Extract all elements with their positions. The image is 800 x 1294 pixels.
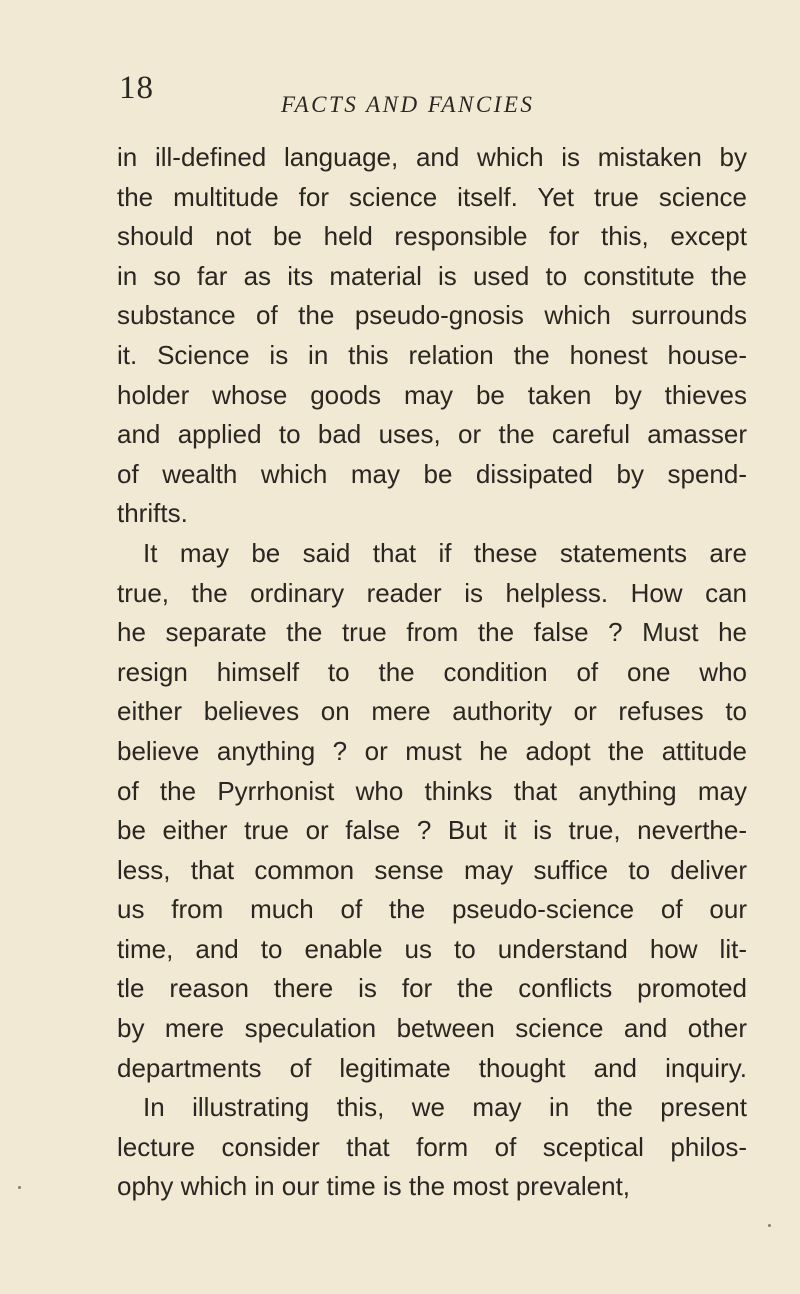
paragraph-start-line: It may be said that if these statements are xyxy=(143,537,747,568)
running-head: FACTS AND FANCIES xyxy=(281,92,535,117)
text-line: it. Science is in this relation the honest house- xyxy=(117,339,747,370)
text-line: either believes on mere authority or refuses to xyxy=(117,696,747,727)
text-line: resign himself to the condition of one who xyxy=(117,656,747,687)
body-text xyxy=(117,138,747,1207)
paragraph-start-line: In illustrating this, we may in the present xyxy=(143,1092,747,1123)
text-line: us from much of the pseudo-science of our xyxy=(117,894,747,925)
text-line: of wealth which may be dissipated by spend- xyxy=(117,458,747,489)
text-line: time, and to enable us to understand how lit- xyxy=(117,933,747,964)
text-line: and applied to bad uses, or the careful amasser xyxy=(117,419,747,450)
text-line: true, the ordinary reader is helpless. How can xyxy=(117,577,747,608)
text-line: of the Pyrrhonist who thinks that anything may xyxy=(117,775,747,806)
text-line: ophy which in our time is the most prevalent, xyxy=(117,1171,631,1202)
text-line: departments of legitimate thought and inquiry. xyxy=(117,1052,747,1083)
text-line: thrifts. xyxy=(117,498,188,529)
paper-speck xyxy=(768,1224,771,1227)
text-line: the multitude for science itself. Yet true science xyxy=(117,181,747,212)
text-line: lecture consider that form of sceptical philos- xyxy=(117,1131,747,1162)
text-line: tle reason there is for the conflicts promoted xyxy=(117,973,747,1004)
text-line: by mere speculation between science and other xyxy=(117,1013,747,1044)
paper-speck xyxy=(18,1186,21,1189)
page-number: 18 xyxy=(119,70,154,106)
text-line: should not be held responsible for this, except xyxy=(117,221,747,252)
text-line: substance of the pseudo-gnosis which surrounds xyxy=(117,300,747,331)
text-line: he separate the true from the false ? Must he xyxy=(117,617,747,648)
text-line: holder whose goods may be taken by thieves xyxy=(117,379,747,410)
text-line: in ill-defined language, and which is mistaken by xyxy=(117,142,747,172)
text-line: less, that common sense may suffice to deliver xyxy=(117,854,747,885)
text-line: be either true or false ? But it is true, neverthe- xyxy=(117,815,747,846)
text-line: believe anything ? or must he adopt the attitude xyxy=(117,735,747,766)
text-line: in so far as its material is used to constitute the xyxy=(117,260,747,291)
page-header xyxy=(0,68,800,128)
